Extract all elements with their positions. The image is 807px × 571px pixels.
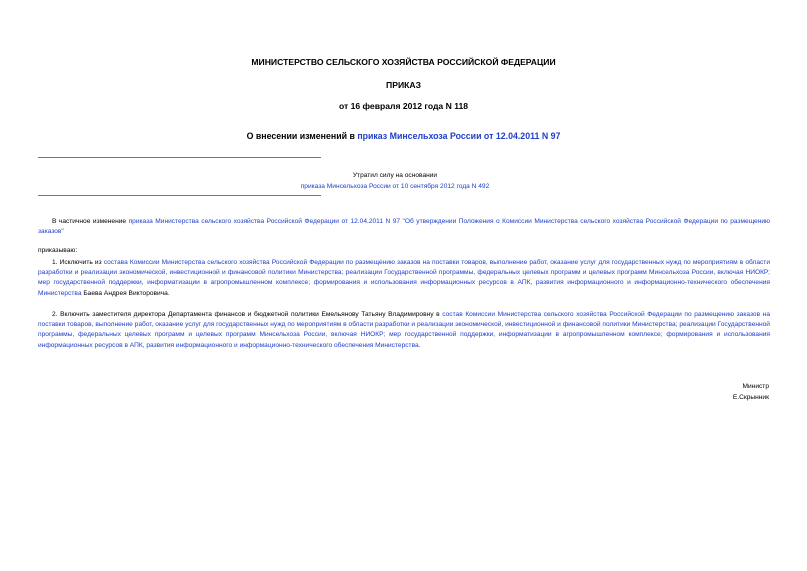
divider-bottom <box>38 195 321 196</box>
intro-prefix: В частичное изменение <box>52 218 129 225</box>
subject-link[interactable]: приказ Минсельхоза России от 12.04.2011 N 97 <box>357 131 561 141</box>
item-2-prefix: 2. Включить заместителя директора Департамента финансов и бюджетной политики Емельянову Татьяну Владимировну в <box>52 311 443 318</box>
status-note-line: Утратил силу на основании <box>352 172 438 179</box>
order-word: приказываю: <box>38 247 78 254</box>
status-note-link[interactable]: приказа Минсельхоза России от 10 сентября 2012 года N 492 <box>300 183 490 190</box>
signature-name: Е.Скрынник <box>732 394 769 401</box>
intro-paragraph <box>38 217 770 237</box>
subject-heading <box>0 131 807 141</box>
document-type-heading: ПРИКАЗ <box>386 80 421 90</box>
item-2-paragraph <box>38 310 770 351</box>
item-1-paragraph <box>38 258 770 299</box>
date-number-heading: от 16 февраля 2012 года N 118 <box>338 101 469 111</box>
ministry-heading: МИНИСТЕРСТВО СЕЛЬСКОГО ХОЗЯЙСТВА РОССИЙСКОЙ ФЕДЕРАЦИИ <box>251 57 556 67</box>
signature-title: Министр <box>742 383 769 390</box>
subject-prefix: О внесении изменений в <box>246 131 358 141</box>
divider-top <box>38 157 321 158</box>
item-1-suffix: Баева Андрея Викторовича. <box>81 289 170 297</box>
item-1-link[interactable]: состава Комиссии Министерства сельского хозяйства Российской Федерации по размещению заказов на поставки товаров, выполнение работ, оказание услуг для государственных нужд по мероприятиям в области разработки и реализации экономической, инвестиционной и финансовой политики Министерства; реализации Государственной программы, федеральных целевых программ и целевых программ Минсельхоза России, включая НИОКР; мер государственной поддержки, информатизации в агропромышленном комплексе; формирования и использования информационных ресурсов в АПК, развития информационного и информационно-технического обеспечения Министерства <box>38 259 771 297</box>
intro-link[interactable]: приказа Министерства сельского хозяйства Российской Федерации от 12.04.2011 N 97 "Об утверждении Положения о Комиссии Министерства сельского хозяйства Российской Федерации по размещению заказов" <box>38 218 770 236</box>
item-1-prefix: 1. Исключить из <box>52 259 104 266</box>
item-2-link[interactable]: состав Комиссии Министерства сельского хозяйства Российской Федерации по размещению заказов на поставки товаров, выполнение работ, оказание услуг для государственных нужд по мероприятиям в области разработки и реализации экономической, инвестиционной и финансовой политики Министерства; реализации Государственной программы, федеральных целевых программ и целевых программ Минсельхоза России, включая НИОКР; мер государственной поддержки, информатизации в агропромышленном комплексе; формирования и использования информационных ресурсов в АПК, развития информационного и информационно-технического обеспечения Министерства. <box>38 311 770 349</box>
